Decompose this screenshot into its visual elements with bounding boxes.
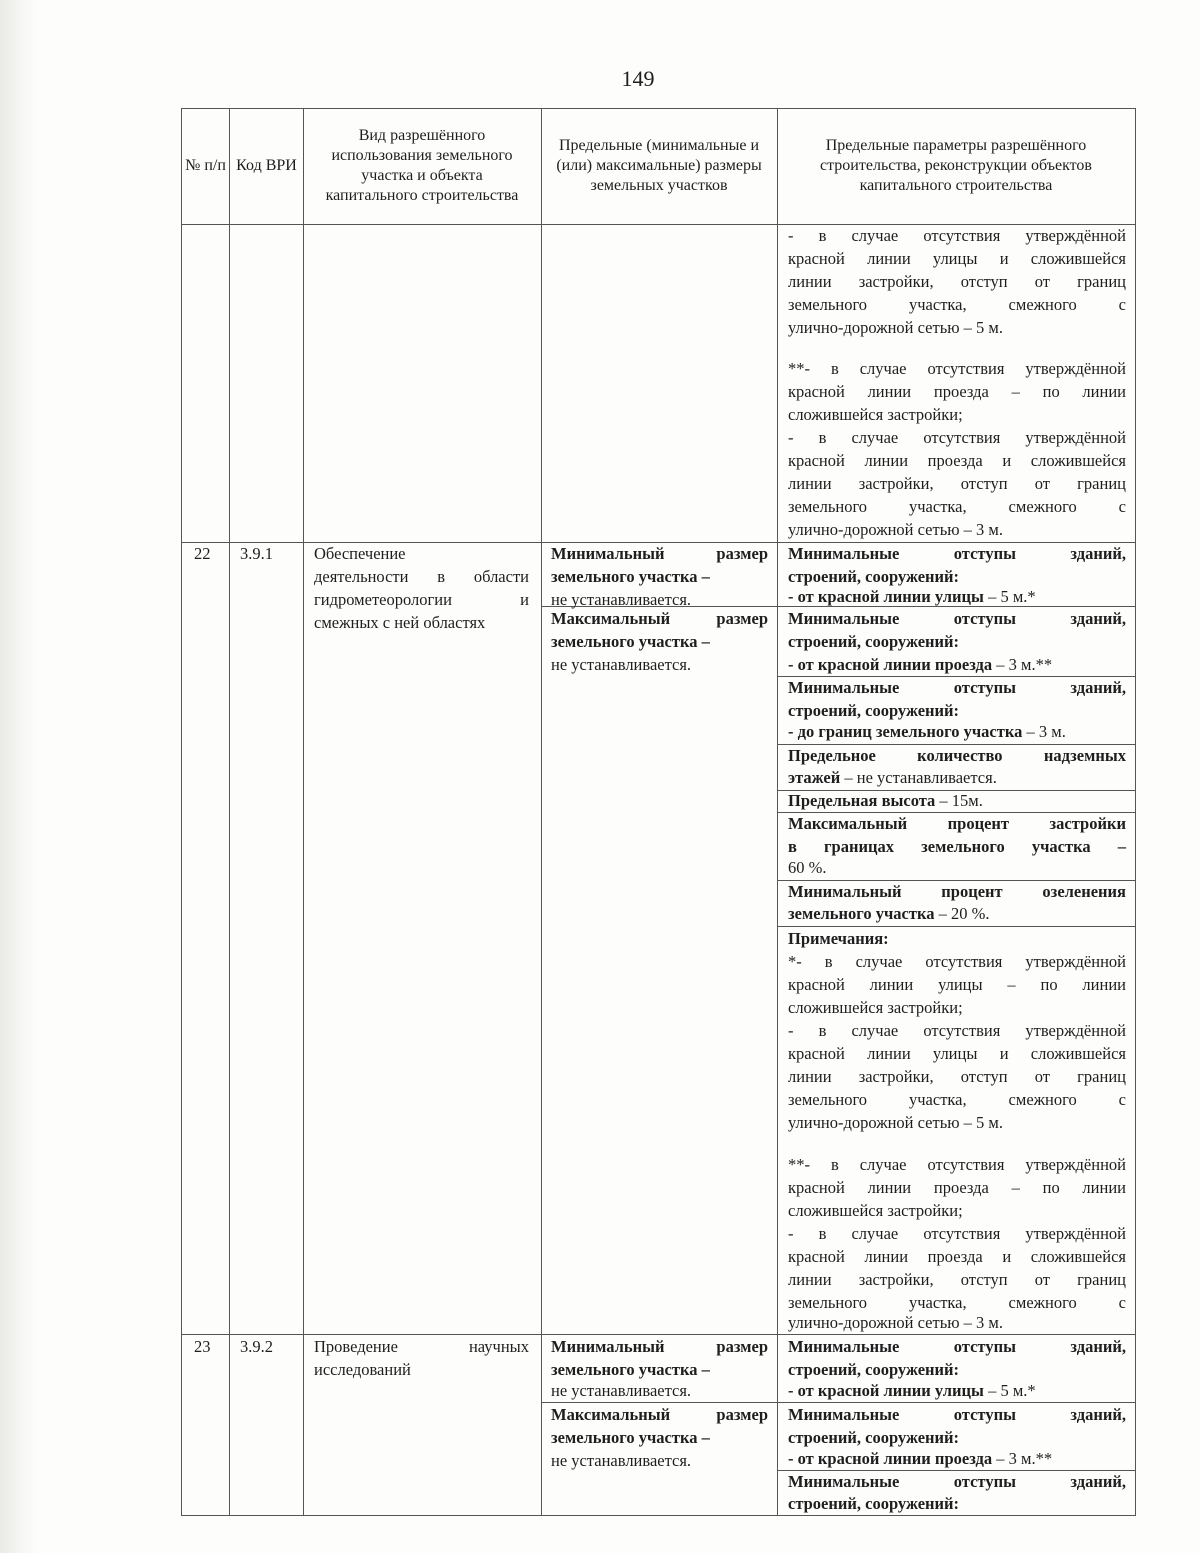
row-22-number: 22	[194, 544, 211, 563]
col-divider-4	[777, 108, 778, 1516]
row-22-code: 3.9.1	[240, 544, 273, 563]
row-22-max-size-line: Максимальный размер	[551, 609, 768, 628]
note-line: *- в случае отсутствия утверждённой	[788, 952, 1126, 971]
row-23-use-line: исследований	[314, 1360, 411, 1379]
note-line: - в случае отсутствия утверждённой	[788, 226, 1126, 245]
row-22-setback-driveway-line: строений, сооружений:	[788, 632, 960, 651]
row-22-setback-plot-line: Минимальные отступы зданий,	[788, 678, 1126, 697]
row-22-max-size-line: не устанавливается.	[551, 655, 692, 674]
note-line: линии застройки, отступ от границ	[788, 474, 1126, 493]
row-23-min-size-line: не устанавливается.	[551, 1381, 692, 1400]
row-22-setback-street-line: строений, сооружений:	[788, 567, 960, 586]
row-23-setback-street-line: - от красной линии улицы – 5 м.*	[788, 1381, 1036, 1400]
note-line: улично-дорожной сетью – 3 м.	[788, 1313, 1003, 1332]
header-code: Код ВРИ	[236, 157, 297, 174]
row-23-setback-street-line: Минимальные отступы зданий,	[788, 1337, 1126, 1356]
row-23-max-size-line: не устанавливается.	[551, 1451, 692, 1470]
note-line: улично-дорожной сетью – 3 м.	[788, 520, 1003, 539]
note-line: сложившейся застройки;	[788, 1201, 963, 1220]
note-line: линии застройки, отступ от границ	[788, 1270, 1126, 1289]
row-22-setback-street-line: - от красной линии улицы – 5 м.*	[788, 587, 1036, 606]
note-line: линии застройки, отступ от границ	[788, 272, 1126, 291]
row-23-setback-street-line: строений, сооружений:	[788, 1360, 960, 1379]
note-line: улично-дорожной сетью – 5 м.	[788, 318, 1003, 337]
note-line: красной линии улицы и сложившейся	[788, 249, 1126, 268]
row-22-max-height: Предельная высота – 15м.	[788, 791, 983, 810]
row-22-setback-plot-line: - до границ земельного участка – 3 м.	[788, 722, 1066, 741]
note-line: красной линии проезда – по линии	[788, 382, 1126, 401]
row-22-param-divider-7	[777, 926, 1135, 927]
note-line: **- в случае отсутствия утверждённой	[788, 1155, 1126, 1174]
note-line: земельного участка, смежного с	[788, 295, 1126, 314]
row-22-use-line: гидрометеорологии и	[314, 590, 529, 609]
row-22-use-line: Обеспечение	[314, 544, 406, 563]
note-line: - в случае отсутствия утверждённой	[788, 1224, 1126, 1243]
col-divider-3	[541, 108, 542, 1516]
note-line: сложившейся застройки;	[788, 998, 963, 1017]
row-22-min-size-line: Минимальный размер	[551, 544, 768, 563]
header-use-type: Вид разрешённого использования земельного участка и объекта капитального строительства	[325, 127, 519, 204]
row-23-setback-driveway-line: - от красной линии проезда – 3 м.**	[788, 1449, 1053, 1468]
row-23-number: 23	[194, 1337, 211, 1356]
row-23-setback-driveway-line: Минимальные отступы зданий,	[788, 1405, 1126, 1424]
note-line: линии застройки, отступ от границ	[788, 1067, 1126, 1086]
row-23-use-line: Проведение научных	[314, 1337, 529, 1356]
row-22-max-size-line: земельного участка –	[551, 632, 710, 651]
row-23-setback-driveway-line: строений, сооружений:	[788, 1428, 960, 1447]
note-line: красной линии улицы и сложившейся	[788, 1044, 1126, 1063]
row-23-max-size-line: земельного участка –	[551, 1428, 710, 1447]
row-22-setback-street-line: Минимальные отступы зданий,	[788, 544, 1126, 563]
row-22-setback-plot-line: строений, сооружений:	[788, 701, 960, 720]
note-line: улично-дорожной сетью – 5 м.	[788, 1113, 1003, 1132]
note-line: красной линии проезда – по линии	[788, 1178, 1126, 1197]
note-line: земельного участка, смежного с	[788, 497, 1126, 516]
note-line: - в случае отсутствия утверждённой	[788, 1021, 1126, 1040]
row-23-setback-plot-line: Минимальные отступы зданий,	[788, 1472, 1126, 1491]
row-22-build-percent-line: в границах земельного участка –	[788, 837, 1126, 856]
scan-edge-shadow	[0, 0, 38, 1553]
row-22-build-percent-line: 60 %.	[788, 858, 827, 877]
row-22-setback-driveway-line: Минимальные отступы зданий,	[788, 609, 1126, 628]
header-params: Предельные параметры разрешённого строительства, реконструкции объектов капитального строительства	[820, 137, 1092, 194]
row-22-green-percent-line: земельного участка – 20 %.	[788, 904, 990, 923]
header-number: № п/п	[185, 157, 226, 174]
notes-title: Примечания:	[788, 929, 889, 948]
note-line: земельного участка, смежного с	[788, 1293, 1126, 1312]
row-23-code: 3.9.2	[240, 1337, 273, 1356]
row-22-floors-line: этажей – не устанавливается.	[788, 768, 997, 787]
note-line: - в случае отсутствия утверждённой	[788, 428, 1126, 447]
row-22-use-line: деятельности в области	[314, 567, 529, 586]
page-number: 149	[621, 66, 655, 91]
row-22-setback-driveway-line: - от красной линии проезда – 3 м.**	[788, 655, 1053, 674]
row-23-setback-plot-line: строений, сооружений:	[788, 1494, 960, 1513]
note-line: **- в случае отсутствия утверждённой	[788, 359, 1126, 378]
row-23-min-size-line: Минимальный размер	[551, 1337, 768, 1356]
table-left-border	[181, 108, 182, 1516]
row-22-build-percent-line: Максимальный процент застройки	[788, 814, 1126, 833]
note-line: красной линии проезда и сложившейся	[788, 1247, 1126, 1266]
note-line: сложившейся застройки;	[788, 405, 963, 424]
row-22-min-size-line: не устанавливается.	[551, 590, 692, 609]
row-22-floors-line: Предельное количество надземных	[788, 746, 1126, 765]
row-23-min-size-line: земельного участка –	[551, 1360, 710, 1379]
col-divider-2	[303, 108, 304, 1516]
col-divider-1	[229, 108, 230, 1516]
note-line: красной линии проезда и сложившейся	[788, 451, 1126, 470]
table-right-border	[1135, 108, 1136, 1516]
note-line: красной линии улицы – по линии	[788, 975, 1126, 994]
header-plot-size: Предельные (минимальные и (или) максимальные) размеры земельных участков	[556, 137, 762, 194]
row-23-max-size-line: Максимальный размер	[551, 1405, 768, 1424]
row-22-use-line: смежных с ней областях	[314, 613, 486, 632]
note-line: земельного участка, смежного с	[788, 1090, 1126, 1109]
row-22-min-size-line: земельного участка –	[551, 567, 710, 586]
row-22-green-percent-line: Минимальный процент озеленения	[788, 882, 1126, 901]
